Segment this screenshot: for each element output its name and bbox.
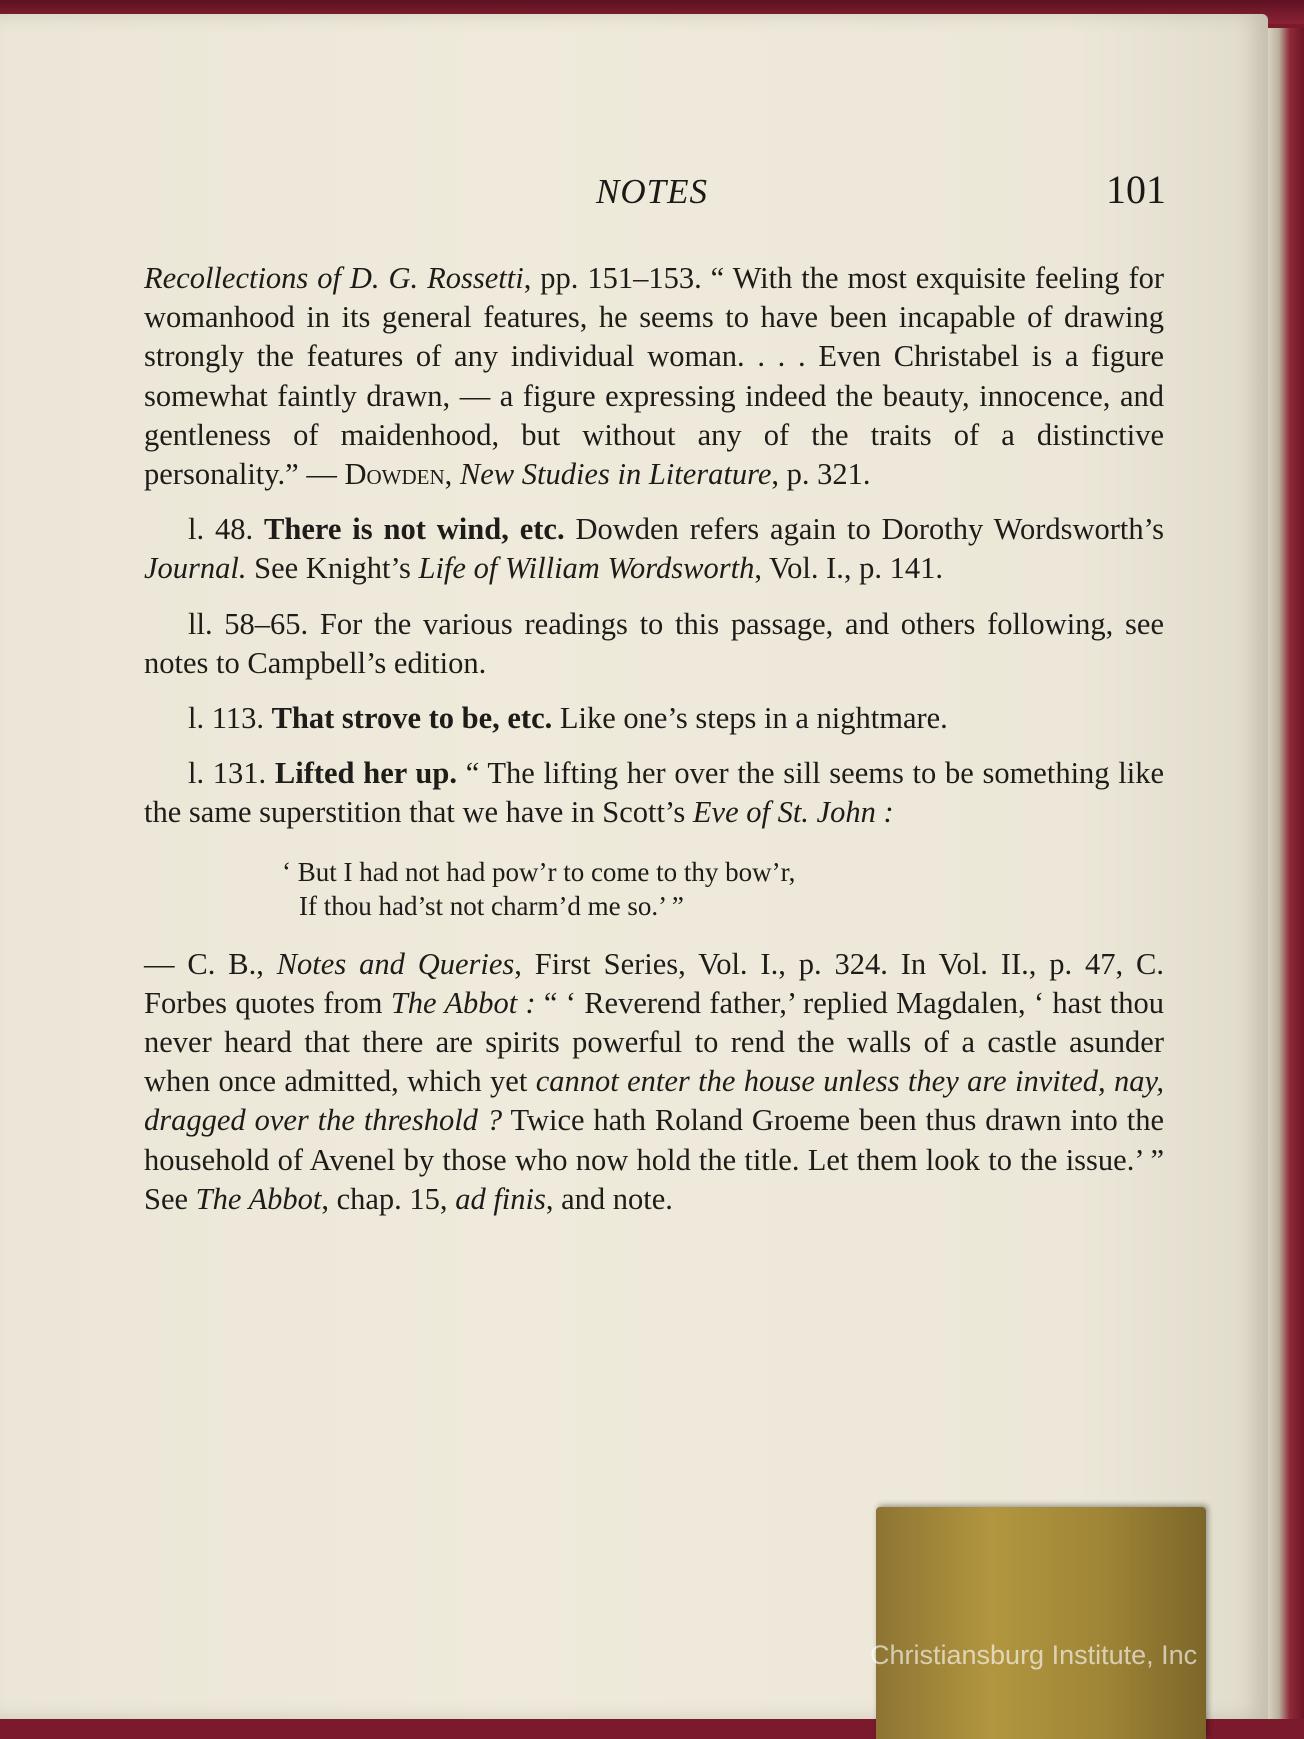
verse-line-2: If thou had’st not charm’d me so.’ ” xyxy=(299,890,684,921)
verse-line-1: ‘ But I had not had pow’r to come to thy bow’r, xyxy=(282,856,796,887)
citation-title: Notes and Queries xyxy=(276,946,515,981)
note-paragraph-line-131 xyxy=(144,754,1164,832)
lemma: That strove to be, etc. xyxy=(271,701,553,736)
punctuation: , xyxy=(444,457,460,492)
latin-phrase: ad finis xyxy=(455,1181,546,1216)
quote-text: “ ‘ Reverend father,’ replied Magdalen, ‘ hast thou never heard that there are spirits powerful to rend the walls of a castle asunder when once admitted, which yet xyxy=(144,985,1164,1099)
note-text: Dowden refers again to Dorothy Wordsworth’s xyxy=(564,512,1164,547)
lemma: There is not wind, etc. xyxy=(264,512,565,547)
note-text: See Knight’s xyxy=(246,551,419,586)
note-paragraph-lines-58-65 xyxy=(144,605,1164,683)
note-text: ll. 58–65. For the various readings to this passage, and others following, see notes to Campbell’s edition. xyxy=(144,606,1164,680)
watermark: Christiansburg Institute, Inc xyxy=(870,1640,1198,1670)
author-name: Dowden xyxy=(344,457,445,492)
citation-page: , Vol. I., p. 141. xyxy=(754,551,944,586)
note-paragraph-line-113 xyxy=(144,699,1164,738)
note-text: “ The lifting her over the sill seems to be something like the same superstition that we have in Scott’s xyxy=(144,756,1164,830)
quote-text: Twice hath Roland Groeme been thus drawn into the household of Avenel by those who now hold the title. Let them look to the issue.’ ” See xyxy=(144,1103,1164,1216)
citation-title: The Abbot xyxy=(195,1181,322,1216)
note-text: Like one’s steps in a nightmare. xyxy=(552,701,948,736)
quote-text: , pp. 151–153. “ With the most exquisite feeling for womanhood in its general features, he seems to have been incapable of drawing strongly the features of any individual woman. . . . Even Christabel is a figure somewhat faintly drawn, — a figure expressing indeed the beauty, innocence, and gentleness of maidenhood, but without any of the traits of a distinctive personality.” — xyxy=(144,261,1165,492)
running-title: NOTES xyxy=(596,172,708,211)
note-text: , and note. xyxy=(545,1181,673,1216)
line-reference: l. 48. xyxy=(188,512,265,547)
citation-title: The Abbot : xyxy=(390,985,536,1020)
note-paragraph-notes-and-queries xyxy=(144,945,1164,1219)
gold-bookmark-block xyxy=(876,1507,1206,1739)
page-edge xyxy=(1268,28,1304,1739)
line-reference: l. 131. xyxy=(188,756,275,791)
note-text: , chap. 15, xyxy=(321,1181,456,1216)
note-text: — C. B., xyxy=(144,946,277,981)
line-reference: l. 113. xyxy=(188,701,272,736)
citation-title: Life of William Wordsworth xyxy=(418,551,755,586)
note-paragraph-rossetti xyxy=(144,259,1164,494)
note-text: , First Series, Vol. I., p. 324. In Vol. II., p. 47, C. Forbes quotes from xyxy=(144,946,1164,1020)
citation-title: Recollections of D. G. Rossetti xyxy=(144,261,524,295)
citation-title: Eve of St. John : xyxy=(692,795,894,830)
citation-title: Journal. xyxy=(144,551,247,586)
page-number: 101 xyxy=(1106,167,1166,212)
quote-emphasis: cannot enter the house unless they are invited, nay, dragged over the threshold ? xyxy=(144,1064,1164,1138)
verse-quotation xyxy=(282,855,1164,923)
book-page xyxy=(0,14,1268,1719)
page-header xyxy=(142,166,1166,220)
note-paragraph-line-48 xyxy=(144,510,1164,588)
citation-page: , p. 321. xyxy=(771,457,871,492)
citation-title: New Studies in Literature xyxy=(459,457,772,492)
lemma: Lifted her up. xyxy=(274,756,457,791)
notes-body xyxy=(144,259,1164,1219)
